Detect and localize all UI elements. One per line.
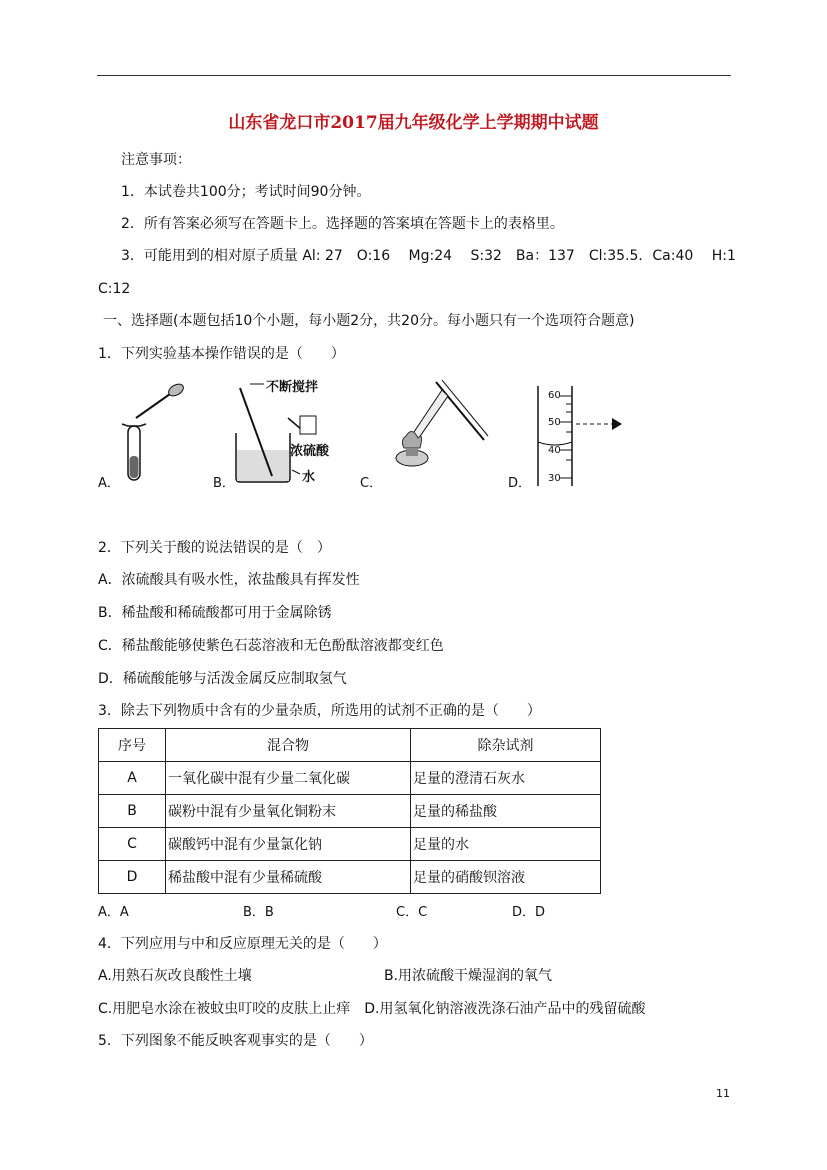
q4-stem: 4．下列应用与中和反应原理无关的是（ ） bbox=[98, 936, 387, 952]
page-number: 11 bbox=[716, 1087, 730, 1100]
q1-fig-d-cylinder bbox=[528, 378, 633, 488]
table-header-cell: 除杂试剂 bbox=[411, 729, 601, 762]
table-cell: D bbox=[99, 861, 166, 894]
section-heading: 一、选择题(本题包括10个小题，每小题2分，共20分。每小题只有一个选项符合题意) bbox=[103, 313, 635, 329]
notice-item-3-cont: C:12 bbox=[98, 281, 131, 297]
table-cell: 一氧化碳中混有少量二氧化碳 bbox=[166, 762, 411, 795]
q5-stem: 5．下列图象不能反映客观事实的是（ ） bbox=[98, 1033, 373, 1049]
q1-fig-d-tick-40: 40 bbox=[548, 445, 561, 456]
q2-option-a: A．浓硫酸具有吸水性，浓盐酸具有挥发性 bbox=[98, 572, 360, 588]
table-cell: A bbox=[99, 762, 166, 795]
table-cell: 足量的硝酸钡溶液 bbox=[411, 861, 601, 894]
table-row bbox=[99, 762, 601, 795]
q4-option-a: A.用熟石灰改良酸性土壤 bbox=[98, 968, 252, 984]
notice-item-1: 1．本试卷共100分；考试时间90分钟。 bbox=[121, 184, 371, 200]
q2-option-d: D．稀硫酸能够与活泼金属反应制取氢气 bbox=[98, 671, 347, 687]
q2-option-b: B．稀盐酸和稀硫酸都可用于金属除锈 bbox=[98, 605, 332, 621]
q2-stem: 2．下列关于酸的说法错误的是（ ） bbox=[98, 540, 331, 556]
q1-fig-d-tick-60: 60 bbox=[548, 390, 561, 401]
table-cell: 碳粉中混有少量氧化铜粉末 bbox=[166, 795, 411, 828]
q1-label-a: A． bbox=[98, 476, 120, 491]
table-row bbox=[99, 828, 601, 861]
notice-item-3: 3．可能用到的相对原子质量 Al: 27 O:16 Mg:24 S:32 Ba：137 Cl:35.5．Ca:40 H:1 bbox=[121, 248, 736, 264]
q1-fig-d-tick-30: 30 bbox=[548, 473, 561, 484]
table-cell: B bbox=[99, 795, 166, 828]
q3-answer-b: B．B bbox=[243, 905, 274, 920]
table-row bbox=[99, 795, 601, 828]
q3-stem: 3．除去下列物质中含有的少量杂质，所选用的试剂不正确的是（ ） bbox=[98, 703, 541, 719]
q1-fig-b-water-label: 水 bbox=[302, 470, 316, 485]
page-title: 山东省龙口市2017届九年级化学上学期期中试题 bbox=[228, 113, 599, 133]
q1-fig-b-stir-label: 不断搅拌 bbox=[266, 380, 319, 395]
q3-answer-a: A．A bbox=[98, 905, 129, 920]
table-cell: 碳酸钙中混有少量氯化钠 bbox=[166, 828, 411, 861]
q1-fig-a-dropper bbox=[118, 378, 188, 488]
q1-label-d: D． bbox=[508, 476, 532, 491]
table-header-cell: 混合物 bbox=[166, 729, 411, 762]
table-row bbox=[99, 861, 601, 894]
table-header-cell: 序号 bbox=[99, 729, 166, 762]
notice-item-2: 2．所有答案必须写在答题卡上。选择题的答案填在答题卡上的表格里。 bbox=[121, 216, 564, 232]
table-cell: 足量的稀盐酸 bbox=[411, 795, 601, 828]
header-rule bbox=[97, 75, 731, 76]
notice-heading: 注意事项： bbox=[121, 152, 191, 168]
table-header-row bbox=[99, 729, 601, 762]
table-cell: 稀盐酸中混有少量稀硫酸 bbox=[166, 861, 411, 894]
q1-fig-b-acid-label: 浓硫酸 bbox=[290, 444, 330, 459]
q3-answer-c: C．C bbox=[396, 905, 428, 920]
q1-label-b: B． bbox=[213, 476, 235, 491]
q4-option-cd: C.用肥皂水涂在被蚊虫叮咬的皮肤上止痒 D.用氢氧化钠溶液洗涤石油产品中的残留硫酸 bbox=[98, 1001, 646, 1017]
q1-label-c: C． bbox=[360, 476, 383, 491]
table-cell: 足量的澄清石灰水 bbox=[411, 762, 601, 795]
q2-option-c: C．稀盐酸能够使紫色石蕊溶液和无色酚酞溶液都变红色 bbox=[98, 638, 444, 654]
q1-stem: 1．下列实验基本操作错误的是（ ） bbox=[98, 346, 345, 362]
q3-table bbox=[98, 728, 601, 894]
q1-fig-c-heating bbox=[380, 378, 490, 488]
q1-fig-d-tick-50: 50 bbox=[548, 417, 561, 428]
q4-option-b: B.用浓硫酸干燥湿润的氧气 bbox=[384, 968, 553, 984]
table-cell: C bbox=[99, 828, 166, 861]
q3-answer-d: D．D bbox=[512, 905, 546, 920]
table-cell: 足量的水 bbox=[411, 828, 601, 861]
